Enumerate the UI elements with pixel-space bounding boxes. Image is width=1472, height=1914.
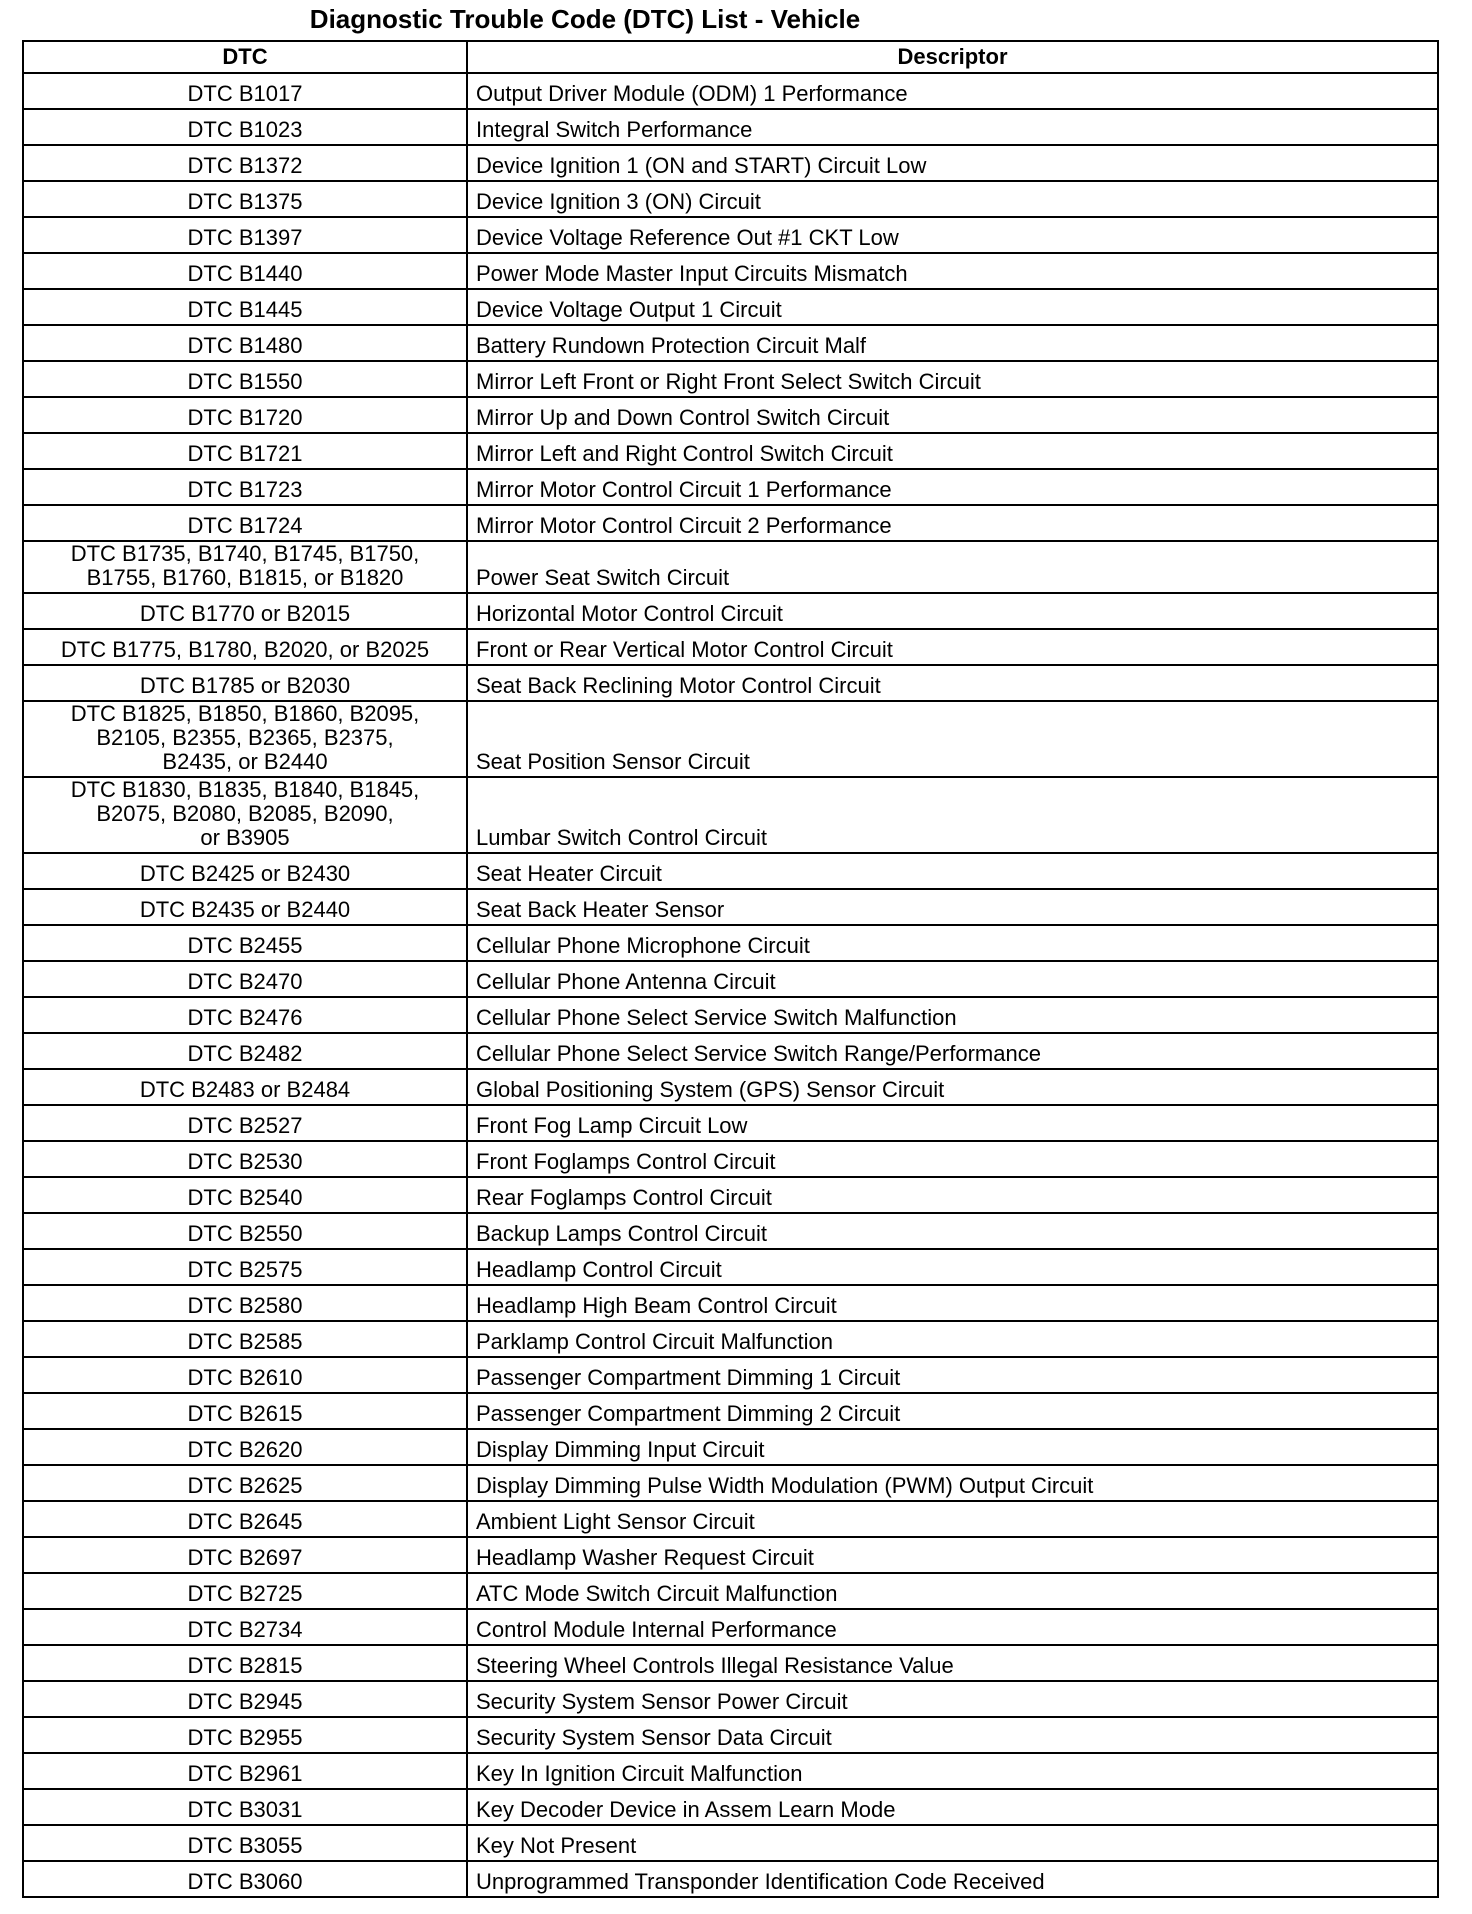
dtc-descriptor: Steering Wheel Controls Illegal Resistance Value (467, 1645, 1438, 1681)
dtc-code: DTC B2483 or B2484 (139, 1077, 351, 1102)
dtc-code-cell (23, 777, 467, 853)
table-row (23, 1141, 1438, 1177)
dtc-code: DTC B2482 (187, 1041, 303, 1066)
dtc-descriptor: Device Ignition 3 (ON) Circuit (467, 181, 1438, 217)
dtc-code: DTC B2435 or B2440 (139, 897, 351, 922)
table-row (23, 777, 1438, 853)
dtc-code: DTC B2575 (187, 1257, 303, 1282)
dtc-code: B1755, B1760, B1815, or B1820 (86, 565, 404, 590)
dtc-descriptor: Device Ignition 1 (ON and START) Circuit Low (467, 145, 1438, 181)
table-row (23, 1681, 1438, 1717)
dtc-descriptor: Ambient Light Sensor Circuit (467, 1501, 1438, 1537)
dtc-code-cell (23, 253, 467, 289)
dtc-descriptor: Rear Foglamps Control Circuit (467, 1177, 1438, 1213)
dtc-code-cell (23, 1285, 467, 1321)
dtc-code: DTC B1830, B1835, B1840, B1845, (70, 777, 420, 802)
dtc-code: DTC B2470 (187, 969, 303, 994)
dtc-code: DTC B2615 (187, 1401, 303, 1426)
dtc-code: DTC B2527 (187, 1113, 303, 1138)
dtc-code: DTC B1785 or B2030 (139, 673, 351, 698)
dtc-code-cell (23, 1573, 467, 1609)
dtc-code-cell (23, 1213, 467, 1249)
dtc-code-cell (23, 1789, 467, 1825)
dtc-code-cell (23, 361, 467, 397)
dtc-code-cell (23, 1717, 467, 1753)
dtc-code: DTC B2955 (187, 1725, 303, 1750)
dtc-descriptor: Front Fog Lamp Circuit Low (467, 1105, 1438, 1141)
dtc-code-cell (23, 325, 467, 361)
dtc-descriptor: Device Voltage Output 1 Circuit (467, 289, 1438, 325)
table-row (23, 1249, 1438, 1285)
dtc-descriptor: Lumbar Switch Control Circuit (467, 777, 1438, 853)
table-row (23, 217, 1438, 253)
dtc-code: DTC B1723 (187, 477, 303, 502)
table-row (23, 397, 1438, 433)
dtc-descriptor: Mirror Motor Control Circuit 1 Performance (467, 469, 1438, 505)
dtc-descriptor: Front Foglamps Control Circuit (467, 1141, 1438, 1177)
dtc-descriptor: Seat Position Sensor Circuit (467, 701, 1438, 777)
table-row (23, 1465, 1438, 1501)
dtc-descriptor: Mirror Motor Control Circuit 2 Performance (467, 505, 1438, 541)
dtc-code-cell (23, 505, 467, 541)
dtc-descriptor: Backup Lamps Control Circuit (467, 1213, 1438, 1249)
dtc-code-cell (23, 1069, 467, 1105)
dtc-code: DTC B2476 (187, 1005, 303, 1030)
table-row (23, 73, 1438, 109)
dtc-code-cell (23, 1645, 467, 1681)
dtc-code-cell (23, 73, 467, 109)
dtc-descriptor: Cellular Phone Microphone Circuit (467, 925, 1438, 961)
table-row (23, 889, 1438, 925)
dtc-code-cell (23, 1105, 467, 1141)
dtc-descriptor: Seat Back Heater Sensor (467, 889, 1438, 925)
dtc-code-cell (23, 593, 467, 629)
dtc-descriptor: Mirror Up and Down Control Switch Circuit (467, 397, 1438, 433)
dtc-code: DTC B1375 (187, 189, 303, 214)
dtc-descriptor: Mirror Left and Right Control Switch Circuit (467, 433, 1438, 469)
dtc-descriptor: Device Voltage Reference Out #1 CKT Low (467, 217, 1438, 253)
dtc-code-cell (23, 1861, 467, 1897)
dtc-code-cell (23, 1429, 467, 1465)
dtc-code-cell (23, 181, 467, 217)
table-row (23, 469, 1438, 505)
table-row (23, 1645, 1438, 1681)
dtc-code: DTC B1720 (187, 405, 303, 430)
dtc-descriptor: Mirror Left Front or Right Front Select Switch Circuit (467, 361, 1438, 397)
table-body (23, 73, 1438, 1897)
dtc-code: DTC B2620 (187, 1437, 303, 1462)
dtc-code-cell (23, 1141, 467, 1177)
dtc-code: DTC B2697 (187, 1545, 303, 1570)
dtc-code-cell (23, 1249, 467, 1285)
table-row (23, 181, 1438, 217)
table-row (23, 1789, 1438, 1825)
dtc-code: DTC B3060 (187, 1869, 303, 1894)
table-row (23, 1501, 1438, 1537)
dtc-descriptor: Control Module Internal Performance (467, 1609, 1438, 1645)
dtc-descriptor: Key Not Present (467, 1825, 1438, 1861)
dtc-descriptor: ATC Mode Switch Circuit Malfunction (467, 1573, 1438, 1609)
dtc-descriptor: Headlamp High Beam Control Circuit (467, 1285, 1438, 1321)
dtc-code: DTC B1721 (187, 441, 303, 466)
table-row (23, 145, 1438, 181)
table-row (23, 1717, 1438, 1753)
dtc-code: DTC B2455 (187, 933, 303, 958)
table-row (23, 1537, 1438, 1573)
dtc-code-cell (23, 1465, 467, 1501)
table-row (23, 997, 1438, 1033)
dtc-code: B2435, or B2440 (162, 749, 328, 774)
dtc-code: DTC B2580 (187, 1293, 303, 1318)
dtc-code: DTC B1775, B1780, B2020, or B2025 (60, 637, 430, 662)
dtc-code-cell (23, 433, 467, 469)
table-row (23, 1429, 1438, 1465)
column-header-descriptor: Descriptor (467, 41, 1438, 73)
dtc-descriptor: Power Seat Switch Circuit (467, 541, 1438, 593)
table-row (23, 1213, 1438, 1249)
dtc-code-cell (23, 889, 467, 925)
dtc-descriptor: Security System Sensor Data Circuit (467, 1717, 1438, 1753)
dtc-descriptor: Seat Heater Circuit (467, 853, 1438, 889)
dtc-code: DTC B1825, B1850, B1860, B2095, (70, 701, 420, 726)
table-row (23, 853, 1438, 889)
dtc-descriptor: Key In Ignition Circuit Malfunction (467, 1753, 1438, 1789)
table-row (23, 1357, 1438, 1393)
dtc-code: DTC B1770 or B2015 (139, 601, 351, 626)
dtc-code: DTC B2645 (187, 1509, 303, 1534)
dtc-code-cell (23, 1033, 467, 1069)
dtc-descriptor: Display Dimming Pulse Width Modulation (PWM) Output Circuit (467, 1465, 1438, 1501)
dtc-descriptor: Cellular Phone Select Service Switch Malfunction (467, 997, 1438, 1033)
dtc-code-cell (23, 853, 467, 889)
table-row (23, 1321, 1438, 1357)
table-row (23, 665, 1438, 701)
dtc-code-cell (23, 701, 467, 777)
dtc-descriptor: Cellular Phone Select Service Switch Range/Performance (467, 1033, 1438, 1069)
dtc-code: DTC B1440 (187, 261, 303, 286)
table-row (23, 1069, 1438, 1105)
dtc-code-cell (23, 1357, 467, 1393)
dtc-code-cell (23, 217, 467, 253)
table-row (23, 289, 1438, 325)
dtc-descriptor: Global Positioning System (GPS) Sensor Circuit (467, 1069, 1438, 1105)
dtc-code: DTC B1023 (187, 117, 303, 142)
dtc-descriptor: Seat Back Reclining Motor Control Circuit (467, 665, 1438, 701)
table-row (23, 1573, 1438, 1609)
dtc-code: DTC B1724 (187, 513, 303, 538)
table-row (23, 253, 1438, 289)
dtc-code-cell (23, 1393, 467, 1429)
dtc-code-cell (23, 469, 467, 505)
dtc-code: B2075, B2080, B2085, B2090, (96, 801, 394, 826)
table-row (23, 1285, 1438, 1321)
dtc-descriptor: Integral Switch Performance (467, 109, 1438, 145)
table-row (23, 109, 1438, 145)
dtc-code-cell (23, 629, 467, 665)
dtc-descriptor: Parklamp Control Circuit Malfunction (467, 1321, 1438, 1357)
table-row (23, 1393, 1438, 1429)
table-row (23, 1861, 1438, 1897)
dtc-code-cell (23, 997, 467, 1033)
dtc-code-cell (23, 665, 467, 701)
dtc-code: DTC B1017 (187, 81, 303, 106)
dtc-descriptor: Display Dimming Input Circuit (467, 1429, 1438, 1465)
table-row (23, 541, 1438, 593)
dtc-descriptor: Key Decoder Device in Assem Learn Mode (467, 1789, 1438, 1825)
table-row (23, 701, 1438, 777)
dtc-descriptor: Passenger Compartment Dimming 1 Circuit (467, 1357, 1438, 1393)
dtc-descriptor: Headlamp Control Circuit (467, 1249, 1438, 1285)
table-row (23, 1105, 1438, 1141)
dtc-code-cell (23, 1753, 467, 1789)
dtc-code: DTC B1480 (187, 333, 303, 358)
table-row (23, 1609, 1438, 1645)
table-row (23, 925, 1438, 961)
dtc-code: DTC B1445 (187, 297, 303, 322)
dtc-code-cell (23, 1537, 467, 1573)
table-row (23, 1825, 1438, 1861)
dtc-code-cell (23, 1321, 467, 1357)
dtc-code: DTC B2725 (187, 1581, 303, 1606)
dtc-descriptor: Passenger Compartment Dimming 2 Circuit (467, 1393, 1438, 1429)
table-row (23, 433, 1438, 469)
dtc-descriptor: Cellular Phone Antenna Circuit (467, 961, 1438, 997)
dtc-code: DTC B3055 (187, 1833, 303, 1858)
dtc-code-cell (23, 109, 467, 145)
table-row (23, 1033, 1438, 1069)
table-row (23, 361, 1438, 397)
dtc-descriptor: Output Driver Module (ODM) 1 Performance (467, 73, 1438, 109)
dtc-descriptor: Security System Sensor Power Circuit (467, 1681, 1438, 1717)
dtc-descriptor: Unprogrammed Transponder Identification Code Received (467, 1861, 1438, 1897)
dtc-descriptor: Headlamp Washer Request Circuit (467, 1537, 1438, 1573)
dtc-code-cell (23, 925, 467, 961)
dtc-code-cell (23, 1825, 467, 1861)
dtc-code: DTC B2585 (187, 1329, 303, 1354)
dtc-code: DTC B1550 (187, 369, 303, 394)
table-row (23, 629, 1438, 665)
dtc-code-cell (23, 289, 467, 325)
dtc-descriptor: Front or Rear Vertical Motor Control Circuit (467, 629, 1438, 665)
dtc-code: DTC B1372 (187, 153, 303, 178)
dtc-code-cell (23, 961, 467, 997)
table-row (23, 593, 1438, 629)
dtc-code-cell (23, 1501, 467, 1537)
dtc-descriptor: Battery Rundown Protection Circuit Malf (467, 325, 1438, 361)
page-title: Diagnostic Trouble Code (DTC) List - Vehicle (309, 4, 861, 34)
dtc-code: DTC B2530 (187, 1149, 303, 1174)
table-row (23, 961, 1438, 997)
dtc-code: DTC B2625 (187, 1473, 303, 1498)
table-row (23, 1177, 1438, 1213)
dtc-code: DTC B1735, B1740, B1745, B1750, (70, 541, 420, 566)
dtc-code: DTC B2425 or B2430 (139, 861, 351, 886)
table-row (23, 325, 1438, 361)
dtc-code: DTC B2815 (187, 1653, 303, 1678)
dtc-code: DTC B3031 (187, 1797, 303, 1822)
dtc-code-cell (23, 397, 467, 433)
dtc-code: DTC B1397 (187, 225, 303, 250)
dtc-code-cell (23, 145, 467, 181)
dtc-descriptor: Horizontal Motor Control Circuit (467, 593, 1438, 629)
dtc-code: DTC B2945 (187, 1689, 303, 1714)
dtc-code: DTC B2550 (187, 1221, 303, 1246)
dtc-code: or B3905 (200, 825, 290, 850)
dtc-code-cell (23, 1177, 467, 1213)
header-row (23, 41, 1438, 73)
dtc-code: DTC B2540 (187, 1185, 303, 1210)
dtc-code: DTC B2734 (187, 1617, 303, 1642)
dtc-code: DTC B2610 (187, 1365, 303, 1390)
table-row (23, 1753, 1438, 1789)
table-row (23, 505, 1438, 541)
dtc-code: DTC B2961 (187, 1761, 303, 1786)
dtc-code-cell (23, 1609, 467, 1645)
dtc-descriptor: Power Mode Master Input Circuits Mismatch (467, 253, 1438, 289)
dtc-code-cell (23, 1681, 467, 1717)
dtc-code: B2105, B2355, B2365, B2375, (96, 725, 394, 750)
column-header-dtc: DTC (23, 41, 467, 73)
dtc-code-cell (23, 541, 467, 593)
dtc-table (22, 40, 1439, 1898)
